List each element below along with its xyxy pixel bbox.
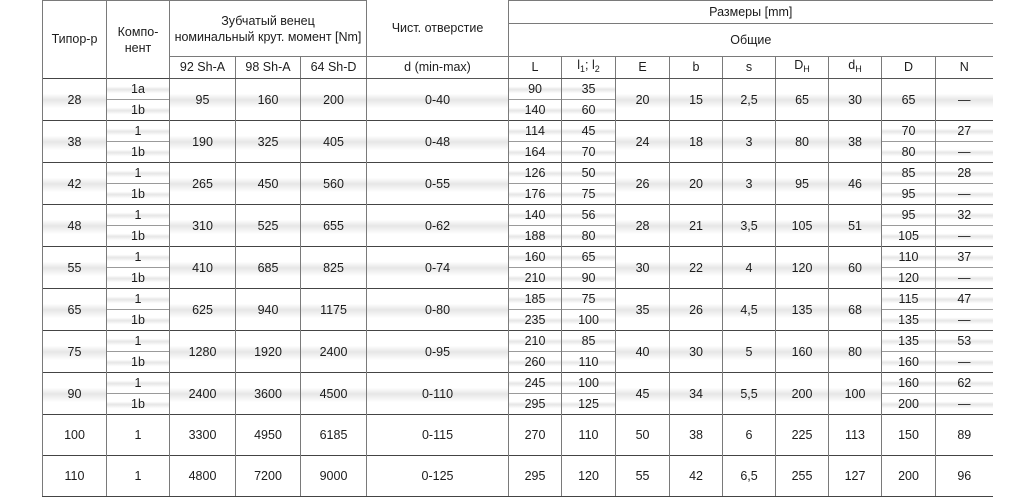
cell-N: 27 bbox=[936, 121, 993, 142]
cell-DH: 135 bbox=[776, 289, 829, 331]
cell-size: 48 bbox=[43, 205, 107, 247]
cell-torque-64shd: 655 bbox=[301, 205, 367, 247]
header-col-l-sub2: 2 bbox=[594, 64, 600, 74]
spec-table-body bbox=[43, 79, 993, 497]
cell-torque-92sha: 310 bbox=[170, 205, 236, 247]
cell-N: — bbox=[936, 184, 993, 205]
header-col-s-label: s bbox=[745, 60, 753, 74]
header-col-E-label: E bbox=[638, 60, 647, 74]
cell-torque-64shd: 9000 bbox=[301, 456, 367, 497]
cell-torque-98sha: 1920 bbox=[236, 331, 301, 373]
header-bore-label bbox=[367, 1, 509, 57]
cell-dH: 38 bbox=[829, 121, 882, 163]
cell-L: 295 bbox=[509, 456, 562, 497]
cell-bore: 0-40 bbox=[367, 79, 509, 121]
cell-N: 47 bbox=[936, 289, 993, 310]
cell-b: 18 bbox=[670, 121, 723, 163]
cell-L: 160 bbox=[509, 247, 562, 268]
table-row bbox=[43, 121, 993, 142]
cell-torque-98sha: 3600 bbox=[236, 373, 301, 415]
cell-DH: 120 bbox=[776, 247, 829, 289]
cell-D: 70 bbox=[882, 121, 936, 142]
cell-size: 65 bbox=[43, 289, 107, 331]
cell-torque-92sha: 625 bbox=[170, 289, 236, 331]
header-col-DH-sub: H bbox=[803, 64, 810, 74]
cell-D: 135 bbox=[882, 310, 936, 331]
cell-size: 42 bbox=[43, 163, 107, 205]
cell-b: 38 bbox=[670, 415, 723, 456]
cell-L: 260 bbox=[509, 352, 562, 373]
cell-b: 26 bbox=[670, 289, 723, 331]
table-row bbox=[43, 163, 993, 184]
cell-L: 188 bbox=[509, 226, 562, 247]
table-row bbox=[43, 373, 993, 394]
header-shore-64-label: 64 Sh-D bbox=[310, 60, 357, 74]
header-col-DH bbox=[776, 57, 829, 79]
header-general-label: Общие bbox=[730, 32, 772, 47]
header-col-D bbox=[882, 57, 936, 79]
cell-E: 30 bbox=[616, 247, 670, 289]
cell-component: 1b bbox=[107, 226, 170, 247]
cell-component: 1b bbox=[107, 310, 170, 331]
cell-torque-98sha: 940 bbox=[236, 289, 301, 331]
cell-torque-92sha: 4800 bbox=[170, 456, 236, 497]
cell-size: 100 bbox=[43, 415, 107, 456]
cell-dH: 68 bbox=[829, 289, 882, 331]
table-row bbox=[43, 331, 993, 352]
cell-l1-l2: 45 bbox=[562, 121, 616, 142]
cell-torque-92sha: 3300 bbox=[170, 415, 236, 456]
cell-component: 1b bbox=[107, 394, 170, 415]
cell-bore: 0-74 bbox=[367, 247, 509, 289]
cell-L: 295 bbox=[509, 394, 562, 415]
cell-l1-l2: 70 bbox=[562, 142, 616, 163]
cell-component: 1 bbox=[107, 247, 170, 268]
cell-size: 55 bbox=[43, 247, 107, 289]
table-row bbox=[43, 415, 993, 456]
header-col-D-label: D bbox=[904, 60, 914, 74]
cell-size: 90 bbox=[43, 373, 107, 415]
cell-l1-l2: 100 bbox=[562, 310, 616, 331]
header-shore-64 bbox=[301, 57, 367, 79]
header-bore-range-label: d (min-max) bbox=[404, 60, 471, 74]
cell-component: 1a bbox=[107, 79, 170, 100]
cell-D: 110 bbox=[882, 247, 936, 268]
cell-b: 20 bbox=[670, 163, 723, 205]
header-component-line2: нент bbox=[124, 40, 152, 55]
cell-L: 245 bbox=[509, 373, 562, 394]
cell-l1-l2: 56 bbox=[562, 205, 616, 226]
cell-b: 15 bbox=[670, 79, 723, 121]
header-shore-92 bbox=[170, 57, 236, 79]
cell-N: 62 bbox=[936, 373, 993, 394]
header-col-L bbox=[509, 57, 562, 79]
cell-D: 95 bbox=[882, 205, 936, 226]
header-col-l-sep: ; l bbox=[585, 58, 595, 72]
cell-torque-92sha: 2400 bbox=[170, 373, 236, 415]
cell-dH: 100 bbox=[829, 373, 882, 415]
header-type bbox=[43, 1, 107, 79]
cell-torque-92sha: 265 bbox=[170, 163, 236, 205]
cell-torque-98sha: 325 bbox=[236, 121, 301, 163]
cell-L: 176 bbox=[509, 184, 562, 205]
cell-dH: 80 bbox=[829, 331, 882, 373]
cell-D: 160 bbox=[882, 352, 936, 373]
cell-N: 96 bbox=[936, 456, 993, 497]
header-col-DH-letter: D bbox=[794, 58, 804, 72]
cell-component: 1b bbox=[107, 184, 170, 205]
header-col-E bbox=[616, 57, 670, 79]
cell-component: 1 bbox=[107, 331, 170, 352]
header-col-N bbox=[936, 57, 993, 79]
cell-DH: 95 bbox=[776, 163, 829, 205]
cell-L: 140 bbox=[509, 100, 562, 121]
cell-E: 35 bbox=[616, 289, 670, 331]
cell-L: 164 bbox=[509, 142, 562, 163]
cell-torque-98sha: 7200 bbox=[236, 456, 301, 497]
cell-L: 90 bbox=[509, 79, 562, 100]
table-row bbox=[43, 79, 993, 100]
cell-DH: 80 bbox=[776, 121, 829, 163]
cell-b: 22 bbox=[670, 247, 723, 289]
cell-l1-l2: 120 bbox=[562, 456, 616, 497]
cell-D: 65 bbox=[882, 79, 936, 121]
header-type-label: Типор-р bbox=[51, 32, 98, 46]
cell-torque-64shd: 6185 bbox=[301, 415, 367, 456]
header-dimensions bbox=[509, 1, 993, 24]
cell-torque-64shd: 1175 bbox=[301, 289, 367, 331]
cell-D: 150 bbox=[882, 415, 936, 456]
cell-s: 6 bbox=[723, 415, 776, 456]
table-row bbox=[43, 247, 993, 268]
cell-s: 3,5 bbox=[723, 205, 776, 247]
cell-torque-92sha: 1280 bbox=[170, 331, 236, 373]
cell-s: 3 bbox=[723, 121, 776, 163]
cell-torque-64shd: 405 bbox=[301, 121, 367, 163]
cell-b: 42 bbox=[670, 456, 723, 497]
cell-DH: 225 bbox=[776, 415, 829, 456]
cell-D: 135 bbox=[882, 331, 936, 352]
cell-N: — bbox=[936, 79, 993, 121]
header-col-s bbox=[723, 57, 776, 79]
cell-N: — bbox=[936, 310, 993, 331]
cell-DH: 160 bbox=[776, 331, 829, 373]
cell-torque-98sha: 4950 bbox=[236, 415, 301, 456]
header-col-N-label: N bbox=[959, 60, 969, 74]
cell-bore: 0-125 bbox=[367, 456, 509, 497]
cell-L: 140 bbox=[509, 205, 562, 226]
cell-dH: 30 bbox=[829, 79, 882, 121]
cell-D: 120 bbox=[882, 268, 936, 289]
cell-N: 89 bbox=[936, 415, 993, 456]
cell-torque-64shd: 200 bbox=[301, 79, 367, 121]
header-col-dH-letter: d bbox=[848, 58, 856, 72]
cell-size: 110 bbox=[43, 456, 107, 497]
table-row bbox=[43, 456, 993, 497]
cell-N: 53 bbox=[936, 331, 993, 352]
cell-E: 50 bbox=[616, 415, 670, 456]
cell-D: 105 bbox=[882, 226, 936, 247]
cell-l1-l2: 65 bbox=[562, 247, 616, 268]
header-col-b bbox=[670, 57, 723, 79]
cell-torque-92sha: 410 bbox=[170, 247, 236, 289]
cell-component: 1 bbox=[107, 289, 170, 310]
header-col-l-sub1: 1 bbox=[580, 64, 586, 74]
cell-bore: 0-62 bbox=[367, 205, 509, 247]
header-col-l bbox=[562, 57, 616, 79]
cell-D: 85 bbox=[882, 163, 936, 184]
cell-torque-98sha: 160 bbox=[236, 79, 301, 121]
cell-torque-64shd: 825 bbox=[301, 247, 367, 289]
cell-L: 210 bbox=[509, 331, 562, 352]
cell-l1-l2: 90 bbox=[562, 268, 616, 289]
cell-DH: 65 bbox=[776, 79, 829, 121]
cell-component: 1b bbox=[107, 268, 170, 289]
cell-N: 32 bbox=[936, 205, 993, 226]
cell-E: 40 bbox=[616, 331, 670, 373]
cell-s: 5,5 bbox=[723, 373, 776, 415]
cell-l1-l2: 125 bbox=[562, 394, 616, 415]
cell-component: 1 bbox=[107, 121, 170, 142]
cell-DH: 105 bbox=[776, 205, 829, 247]
cell-torque-92sha: 190 bbox=[170, 121, 236, 163]
cell-size: 28 bbox=[43, 79, 107, 121]
cell-D: 200 bbox=[882, 394, 936, 415]
header-bore-label-text: Чист. отверстие bbox=[391, 20, 484, 35]
header-col-dH bbox=[829, 57, 882, 79]
cell-component: 1b bbox=[107, 352, 170, 373]
header-col-l-letter: l bbox=[577, 58, 581, 72]
header-general bbox=[509, 24, 993, 57]
cell-s: 4 bbox=[723, 247, 776, 289]
cell-s: 5 bbox=[723, 331, 776, 373]
cell-s: 4,5 bbox=[723, 289, 776, 331]
cell-bore: 0-80 bbox=[367, 289, 509, 331]
cell-component: 1b bbox=[107, 100, 170, 121]
header-component bbox=[107, 1, 170, 79]
cell-torque-64shd: 2400 bbox=[301, 331, 367, 373]
cell-L: 210 bbox=[509, 268, 562, 289]
cell-L: 185 bbox=[509, 289, 562, 310]
cell-D: 115 bbox=[882, 289, 936, 310]
cell-l1-l2: 100 bbox=[562, 373, 616, 394]
cell-torque-98sha: 685 bbox=[236, 247, 301, 289]
cell-L: 270 bbox=[509, 415, 562, 456]
header-gear-ring-line2: номинальный крут. момент [Nm] bbox=[174, 29, 362, 44]
coupling-spec-table bbox=[42, 0, 993, 497]
header-dimensions-label: Размеры [mm] bbox=[709, 4, 793, 19]
cell-dH: 60 bbox=[829, 247, 882, 289]
cell-L: 235 bbox=[509, 310, 562, 331]
cell-component: 1b bbox=[107, 142, 170, 163]
cell-component: 1 bbox=[107, 456, 170, 497]
header-gear-ring-line1: Зубчатый венец bbox=[221, 13, 315, 28]
cell-bore: 0-115 bbox=[367, 415, 509, 456]
cell-l1-l2: 50 bbox=[562, 163, 616, 184]
cell-L: 126 bbox=[509, 163, 562, 184]
cell-DH: 200 bbox=[776, 373, 829, 415]
cell-l1-l2: 75 bbox=[562, 184, 616, 205]
cell-bore: 0-55 bbox=[367, 163, 509, 205]
cell-component: 1 bbox=[107, 415, 170, 456]
cell-torque-98sha: 525 bbox=[236, 205, 301, 247]
cell-N: 37 bbox=[936, 247, 993, 268]
cell-L: 114 bbox=[509, 121, 562, 142]
cell-E: 45 bbox=[616, 373, 670, 415]
cell-E: 55 bbox=[616, 456, 670, 497]
cell-component: 1 bbox=[107, 373, 170, 394]
header-bore-range bbox=[367, 57, 509, 79]
cell-s: 6,5 bbox=[723, 456, 776, 497]
cell-l1-l2: 60 bbox=[562, 100, 616, 121]
cell-N: — bbox=[936, 352, 993, 373]
header-shore-92-label: 92 Sh-A bbox=[179, 60, 226, 74]
cell-N: — bbox=[936, 394, 993, 415]
header-shore-98 bbox=[236, 57, 301, 79]
cell-E: 26 bbox=[616, 163, 670, 205]
cell-b: 34 bbox=[670, 373, 723, 415]
table-row bbox=[43, 205, 993, 226]
cell-l1-l2: 110 bbox=[562, 415, 616, 456]
cell-l1-l2: 85 bbox=[562, 331, 616, 352]
header-col-dH-sub: H bbox=[855, 64, 862, 74]
cell-E: 28 bbox=[616, 205, 670, 247]
cell-N: — bbox=[936, 268, 993, 289]
header-col-b-label: b bbox=[692, 60, 700, 74]
cell-component: 1 bbox=[107, 205, 170, 226]
cell-l1-l2: 110 bbox=[562, 352, 616, 373]
cell-b: 21 bbox=[670, 205, 723, 247]
cell-torque-64shd: 560 bbox=[301, 163, 367, 205]
cell-s: 2,5 bbox=[723, 79, 776, 121]
header-shore-98-label: 98 Sh-A bbox=[245, 60, 291, 74]
cell-size: 75 bbox=[43, 331, 107, 373]
table-row bbox=[43, 289, 993, 310]
cell-N: — bbox=[936, 226, 993, 247]
cell-D: 200 bbox=[882, 456, 936, 497]
cell-dH: 51 bbox=[829, 205, 882, 247]
cell-DH: 255 bbox=[776, 456, 829, 497]
cell-bore: 0-110 bbox=[367, 373, 509, 415]
cell-D: 95 bbox=[882, 184, 936, 205]
cell-E: 24 bbox=[616, 121, 670, 163]
cell-l1-l2: 80 bbox=[562, 226, 616, 247]
header-component-line1: Компо- bbox=[117, 24, 159, 39]
header-col-L-label: L bbox=[531, 60, 539, 74]
header-gear-ring bbox=[170, 1, 367, 57]
cell-E: 20 bbox=[616, 79, 670, 121]
cell-torque-64shd: 4500 bbox=[301, 373, 367, 415]
cell-D: 160 bbox=[882, 373, 936, 394]
cell-dH: 127 bbox=[829, 456, 882, 497]
cell-component: 1 bbox=[107, 163, 170, 184]
cell-s: 3 bbox=[723, 163, 776, 205]
cell-N: — bbox=[936, 142, 993, 163]
cell-N: 28 bbox=[936, 163, 993, 184]
cell-bore: 0-95 bbox=[367, 331, 509, 373]
cell-D: 80 bbox=[882, 142, 936, 163]
cell-l1-l2: 35 bbox=[562, 79, 616, 100]
cell-l1-l2: 75 bbox=[562, 289, 616, 310]
cell-dH: 113 bbox=[829, 415, 882, 456]
cell-size: 38 bbox=[43, 121, 107, 163]
cell-torque-92sha: 95 bbox=[170, 79, 236, 121]
cell-bore: 0-48 bbox=[367, 121, 509, 163]
cell-dH: 46 bbox=[829, 163, 882, 205]
cell-torque-98sha: 450 bbox=[236, 163, 301, 205]
cell-b: 30 bbox=[670, 331, 723, 373]
